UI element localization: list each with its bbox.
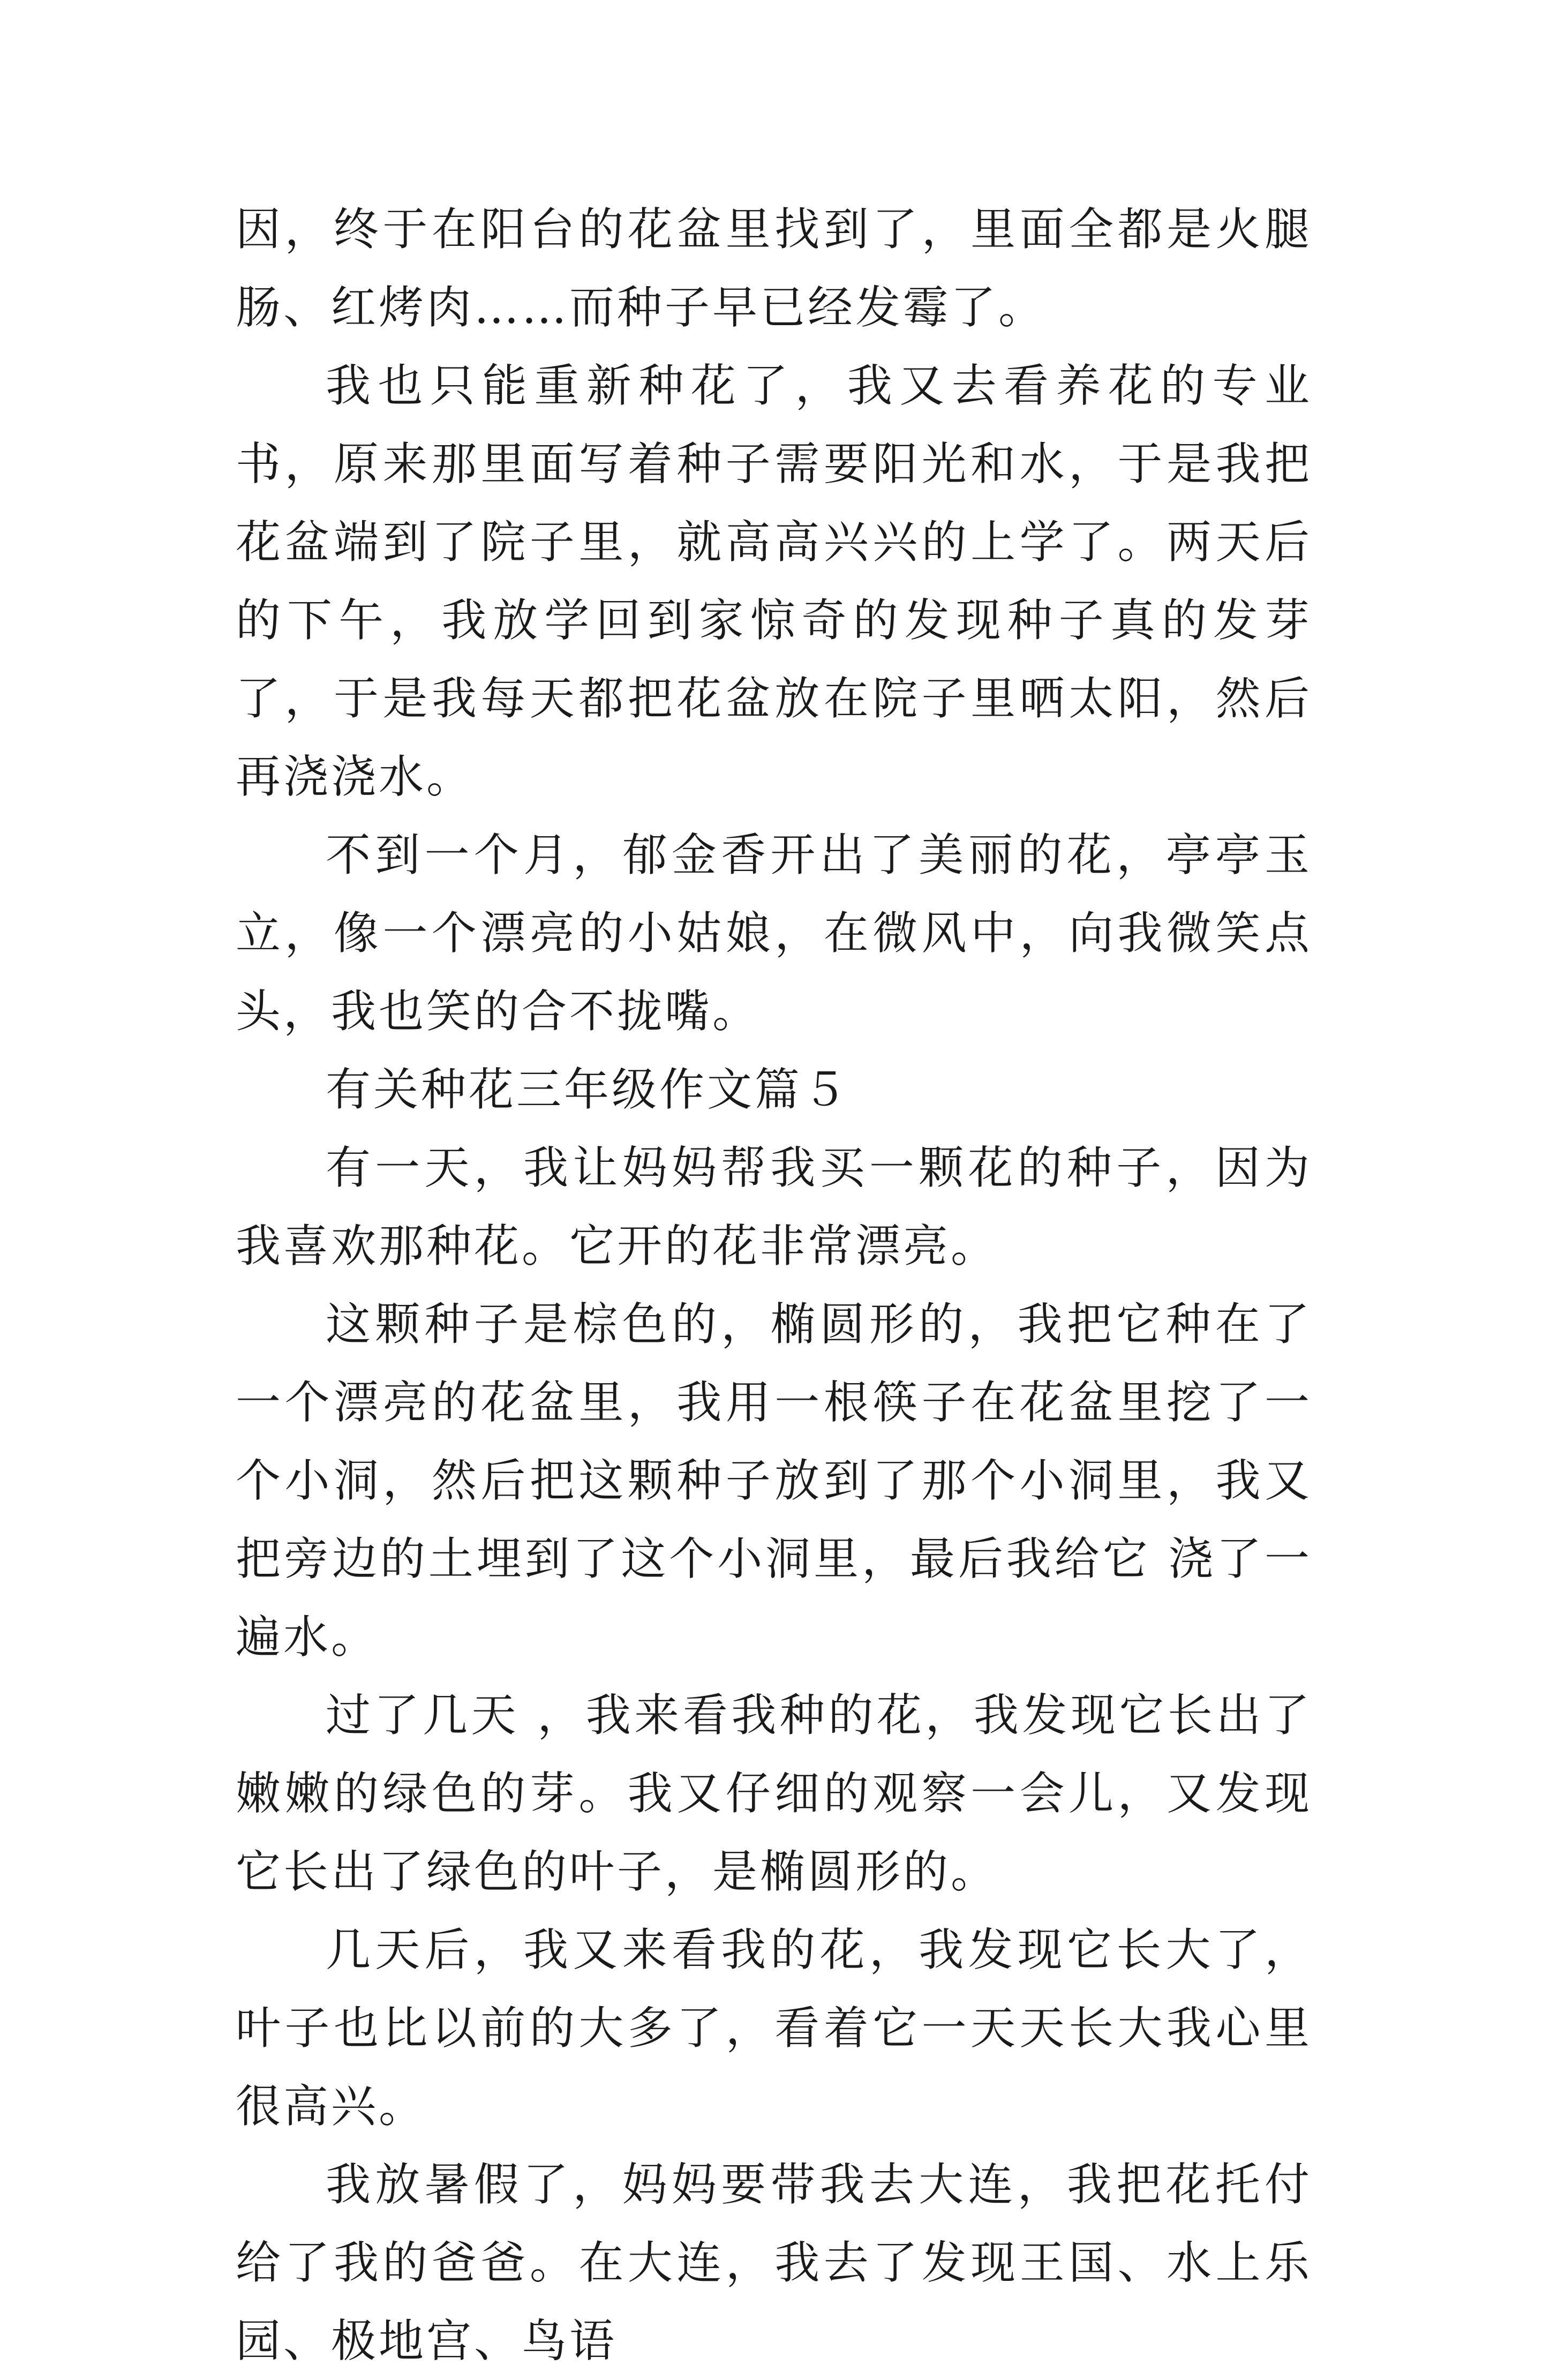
document-body	[236, 190, 1312, 2380]
paragraph-continuation: 因，终于在阳台的花盆里找到了，里面全都是火腿肠、红烤肉……而种子早已经发霉了。	[236, 203, 1312, 334]
paragraph: 有一天，我让妈妈帮我买一颗花的种子，因为我喜欢那种花。它开的花非常漂亮。	[236, 1142, 1312, 1272]
paragraph: 这颗种子是棕色的，椭圆形的，我把它种在了一个漂亮的花盆里，我用一根筷子在花盆里挖了一个小洞，然后把这颗种子放到了那个小洞里，我又把旁边的土埋到了这个小洞里，最后我给它 浇了一遍水。	[236, 1298, 1312, 1663]
paragraph: 过了几天 ，我来看我种的花，我发现它长出了嫩嫩的绿色的芽。我又仔细的观察一会儿，又发现它长出了绿色的叶子，是椭圆形的。	[236, 1689, 1312, 1898]
paragraph: 我也只能重新种花了，我又去看养花的专业书，原来那里面写着种子需要阳光和水，于是我把花盆端到了院子里，就高高兴兴的上学了。两天后的下午，我放学回到家惊奇的发现种子真的发芽了，于是我每天都把花盆放在院子里晒太阳，然后再浇浇水。	[236, 359, 1312, 803]
section-heading: 有关种花三年级作文篇５	[326, 1063, 851, 1116]
paragraph: 不到一个月，郁金香开出了美丽的花，亭亭玉立，像一个漂亮的小姑娘，在微风中，向我微笑点头，我也笑的合不拢嘴。	[236, 829, 1312, 1038]
paragraph: 我放暑假了，妈妈要带我去大连，我把花托付给了我的爸爸。在大连，我去了发现王国、水上乐园、极地宫、鸟语	[236, 2158, 1312, 2367]
paragraph: 几天后，我又来看我的花，我发现它长大了，叶子也比以前的大多了，看着它一天天长大我心里很高兴。	[236, 1924, 1312, 2133]
